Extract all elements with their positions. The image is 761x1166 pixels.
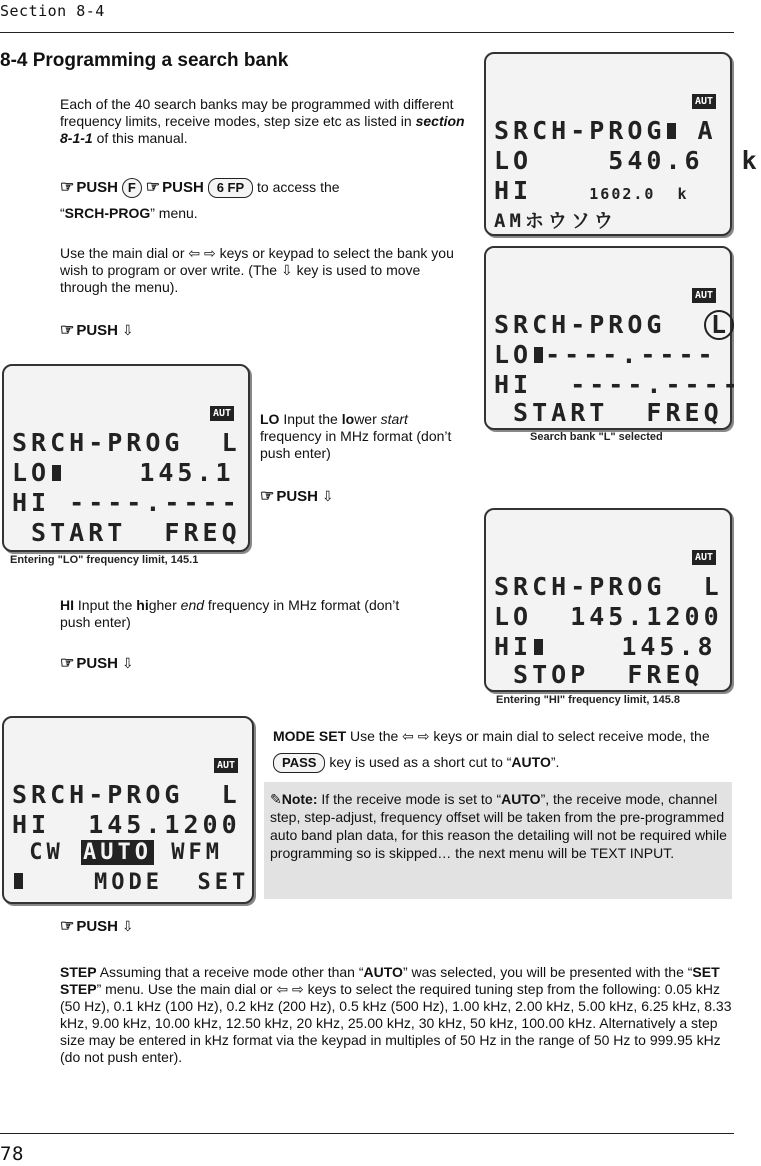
push-down-step-3: ☞ PUSH ⇩ — [60, 655, 134, 672]
lcd-display-mode-set — [2, 716, 254, 904]
lcd2-caption: Search bank "L" selected — [530, 431, 663, 443]
push-down-step-4: ☞ PUSH ⇩ — [60, 918, 134, 935]
lcd-line-4: START FREQ — [12, 518, 241, 547]
lcd-display-hi-entry — [484, 508, 732, 692]
lcd-line-1: SRCH-PROG L — [494, 310, 734, 340]
lcd-line-1: SRCH-PROG L — [12, 780, 241, 809]
hand-icon: ☞ — [60, 322, 75, 339]
hand-icon: ☞ — [60, 179, 75, 196]
aut-badge: AUT — [692, 288, 716, 303]
f-key: F — [122, 178, 142, 198]
page-number: 78 — [0, 1143, 24, 1165]
note-box — [264, 782, 732, 899]
hand-icon: ☞ — [145, 179, 161, 196]
lcd3-caption: Entering "LO" frequency limit, 145.1 — [10, 554, 199, 566]
cursor-icon — [534, 639, 543, 655]
access-instruction: ☞ PUSH F ☞ PUSH 6 FP to access the — [60, 179, 340, 196]
aut-badge: AUT — [692, 94, 716, 109]
pass-key: PASS — [273, 753, 325, 773]
fp-key: 6 FP — [208, 178, 253, 198]
lcd-line-4: START FREQ — [494, 398, 723, 427]
push-key-2: ☞ PUSH — [145, 179, 204, 196]
lcd-line-3: CW AUTO WFM — [12, 840, 223, 865]
arrow-down-icon: ⇩ — [321, 488, 334, 504]
note-icon: ✎ — [270, 791, 282, 807]
mode-set-paragraph: MODE SET Use the ⇦ ⇨ keys or main dial to select receive mode, the PASS key is used as a short cut to “AUTO”. — [273, 723, 713, 775]
intro-paragraph: Each of the 40 search banks may be programmed with different frequency limits, receive modes, step size etc as listed in section 8-1-1 of this manual. — [60, 96, 465, 146]
page-title: 8-4 Programming a search bank — [0, 50, 289, 71]
footer-rule — [0, 1133, 734, 1134]
header-rule — [0, 32, 734, 33]
lcd-display-bank-l — [484, 246, 742, 430]
arrow-down-icon: ⇩ — [121, 655, 134, 671]
note-text: ✎Note: If the receive mode is set to “AUTO”, the receive mode, channel step, step-adjust, frequency offset will be taken from the pre-programmed auto band plan data, for this reason the detailing will not be required while programming so is skipped… the next menu will be TEXT INPUT. — [270, 791, 727, 861]
hi-paragraph: HI Input the higher end frequency in MHz format (don’t push enter) — [60, 597, 400, 630]
lcd-line-2: LO ----.---- — [494, 340, 717, 369]
lcd-line-1: SRCH-PROG L — [494, 572, 723, 601]
aut-badge: AUT — [214, 758, 238, 773]
lcd-line-2: LO 145.1 — [12, 458, 235, 487]
select-bank-paragraph: Use the main dial or ⇦ ⇨ keys or keypad to select the bank you wish to program or over write. (The ⇩ key is used to move through the menu). — [60, 245, 454, 295]
lcd-line-2: LO 145.1200 — [494, 602, 723, 631]
push-down-step-2: ☞ PUSH ⇩ — [260, 488, 334, 505]
push-down-step-1: ☞ PUSH ⇩ — [60, 322, 134, 339]
selected-bank-indicator: L — [704, 310, 734, 340]
lcd-line-4: MODE SET — [12, 870, 249, 895]
lcd-line-4: STOP FREQ — [494, 660, 704, 689]
aut-badge: AUT — [692, 550, 716, 565]
lo-paragraph: LO Input the lower start frequency in MHz format (don’t push enter) — [260, 411, 452, 461]
lcd-line-1: SRCH-PROG L — [12, 428, 241, 457]
cursor-icon — [534, 347, 543, 363]
arrow-down-icon: ⇩ — [121, 322, 134, 338]
auto-mode-highlight: AUTO — [82, 840, 152, 865]
lcd-line-2: HI 145.1200 — [12, 810, 241, 839]
hand-icon: ☞ — [60, 918, 75, 935]
lcd-line-3: HI ----.---- — [12, 488, 241, 517]
cursor-icon — [14, 873, 23, 889]
arrow-down-icon: ⇩ — [121, 918, 134, 934]
cursor-icon — [667, 123, 676, 139]
hand-icon: ☞ — [260, 488, 275, 505]
step-paragraph: STEP Assuming that a receive mode other than “AUTO” was selected, you will be presented with the “SET STEP” menu. Use the main dial or ⇦ ⇨ keys to select the required tuning step from the following: 0.05 kHz (50 Hz), 0.1 kHz (100 Hz), 0.2 kHz (200 Hz), 0.5 kHz (500 Hz), 1.00 kHz, 2.00 kHz, 5.00 kHz, 6.25 kHz, 8.33 kHz, 9.00 kHz, 10.00 kHz, 12.50 kHz, 20 kHz, 25.00 kHz, 30 kHz, 50 kHz, 100.00 kHz. Alternatively a step size may be entered in kHz format via the keypad in multiples of 50 Hz in the range of 50 Hz to 999.95 kHz (do not push enter). — [60, 964, 732, 1065]
lcd-line-2: LO 540.6 k — [494, 146, 761, 175]
lcd-line-3: HI 145.8 — [494, 632, 717, 661]
lcd-line-1: SRCH-PROG A — [494, 116, 717, 145]
lcd-line-4: AMホウソウ — [494, 210, 617, 232]
section-header: Section 8-4 — [0, 2, 105, 20]
push-key-1: ☞ PUSH — [60, 179, 119, 196]
cursor-icon — [52, 465, 61, 481]
access-menu-name: “SRCH-PROG” menu. — [60, 205, 198, 221]
lcd-display-lo-entry — [2, 364, 250, 552]
lcd4-caption: Entering "HI" frequency limit, 145.8 — [496, 694, 681, 706]
aut-badge: AUT — [210, 406, 234, 421]
lcd-line-3: HI 1602.0 k — [494, 176, 689, 205]
lcd-line-3: HI ----.---- — [494, 370, 742, 399]
hand-icon: ☞ — [60, 655, 75, 672]
lcd-display-bank-a — [484, 52, 761, 236]
